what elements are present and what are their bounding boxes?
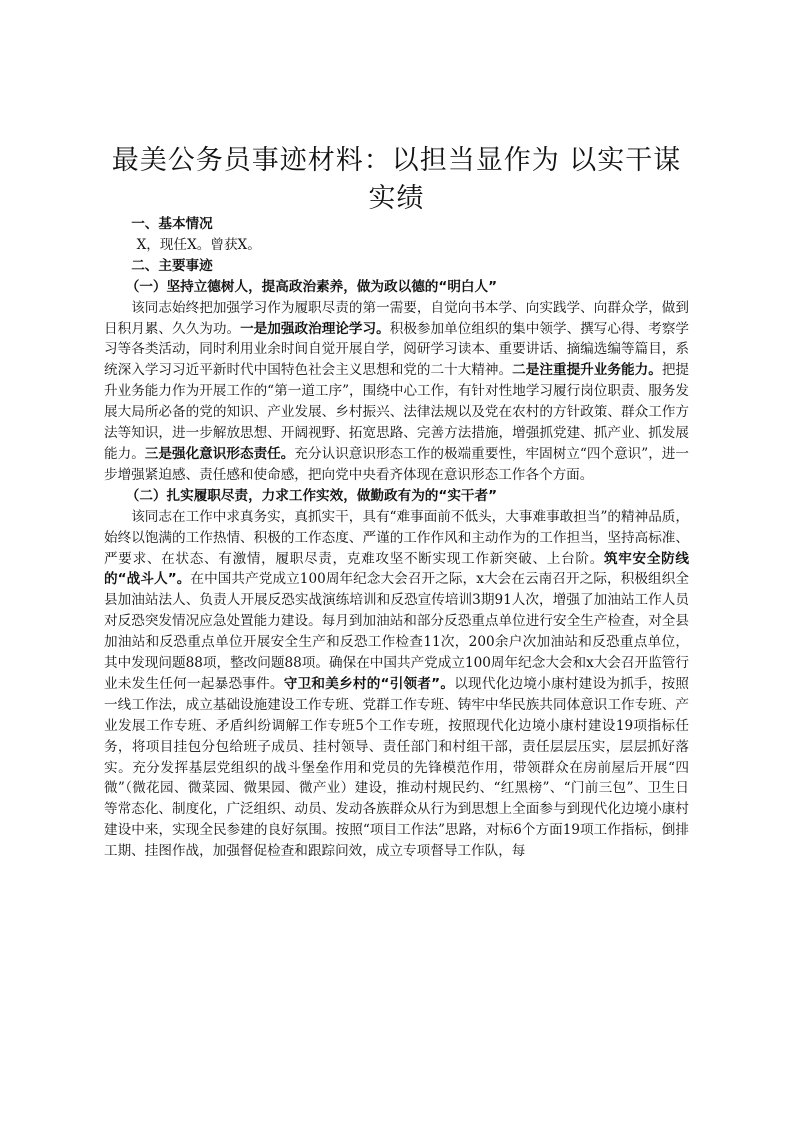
bold-lead: 三是强化意识形态责任。 xyxy=(144,445,295,462)
document-body xyxy=(104,214,689,862)
paragraph-text: 以现代化边境小康村建设为抓手，按照一线工作法，成立基础设施建设工作专班、党群工作专班、铸牢中华民族共同体意识工作专班、产业发展工作专班、矛盾纠纷调解工作专班5个工作专班，按照现代化边境小康村建设19项指标任务，将项目挂包分包给班子成员、挂村领导、责任部门和村组干部，责任层层压实，层层抓好落实。充分发挥基层党组织的战斗堡垒作用和党员的先锋模范作用，带领群众在房前屋后开展“四微”（微花园、微菜园、微果园、微产业）建设，推动村规民约、“红黑榜”、“门前三包”、卫生日等常态化、制度化，广泛组织、动员、发动各族群众从行为到思想上全面参与到现代化边境小康村建设中来，实现全民参建的良好氛围。按照“项目工作法”思路，对标6个方面19项工作指标，倒排工期、挂图作战，加强督促检查和跟踪问效，成立专项督导工作队，每 xyxy=(104,675,690,860)
paragraph-text: 积极参加单位组织的集中领学、撰写心得、考察学习等各类活动，同时利用业余时间自觉开展自学，阅研学习读本、重要讲话、摘编选编等篇目，系统深入学习习近平新时代中国特色社会主义思想和党的二十大精神。 xyxy=(104,320,690,379)
document-title: 最美公务员事迹材料：以担当显作为 以实干谋实绩 xyxy=(111,145,682,214)
paragraph xyxy=(104,507,689,862)
paragraph xyxy=(104,298,689,486)
subsection-heading-1: （一）坚持立德树人，提高政治素养，做为政以德的“明白人” xyxy=(125,278,498,295)
paragraph-text: 该同志在工作中求真务实，真抓实干，具有“难事面前不低头，大事难事敢担当”的精神品质，始终以饱满的工作热情、积极的工作态度、严谨的工作作风和主动作为的工作担当，坚持高标准、严要求、在状态、有激情，履职尽责，克难攻坚不断实现工作新突破、上台阶。 xyxy=(104,508,689,567)
subsection-heading-2: （二）扎实履职尽责，力求工作实效，做勤政有为的“实干者” xyxy=(125,487,498,504)
basic-info-text: X，现任X。曾获X。 xyxy=(136,236,261,253)
paragraph-text: 把提升业务能力作为开展工作的“第一道工序”，围绕中心工作，有针对性地学习履行岗位职责、服务发展大局所必备的党的知识、产业发展、乡村振兴、法律法规以及党在农村的方针政策、群众工作方法等知识，进一步解放思想、开阔视野、拓宽思路、完善方法措施，增强抓党建、抓产业、抓发展能力。 xyxy=(104,362,690,462)
paragraph-text: 在中国共产党成立100周年纪念大会召开之际，x大会在云南召开之际，积极组织全县加油站法人、负责人开展反恐实战演练培训和反恐宣传培训3期91人次，增强了加油站工作人员对反恐突发情况应急处置能力建设。每月到加油站和部分反恐重点单位进行安全生产检查，对全县加油站和反恐重点单位开展安全生产和反恐工作检查11次，200余户次加油站和反恐重点单位，其中发现问题88项，整改问题88项。确保在中国共产党成立100周年纪念大会和x大会召开监管行业未发生任何一起暴恐事件。 xyxy=(104,571,689,692)
paragraph-text: 充分认识意识形态工作的极端重要性，牢固树立“四个意识”，进一步增强紧迫感、责任感和使命感，把向党中央看齐体现在意识形态工作各个方面。 xyxy=(104,445,690,483)
bold-lead: 二是注重提升业务能力。 xyxy=(512,362,662,379)
paragraph-text: 该同志始终把加强学习作为履职尽责的第一需要，自觉向书本学、向实践学、向群众学，做到日积月累、久久为功。 xyxy=(104,299,689,337)
bold-lead: 守卫和美乡村的“引领者”。 xyxy=(283,675,455,692)
bold-lead: 筑牢安全防线的“战斗人”。 xyxy=(104,550,690,588)
section-heading-basic-info: 一、基本情况 xyxy=(131,216,213,232)
bold-lead: 一是加强政治理论学习。 xyxy=(240,320,390,337)
section-heading-main-deeds: 二、主要事迹 xyxy=(131,257,213,274)
